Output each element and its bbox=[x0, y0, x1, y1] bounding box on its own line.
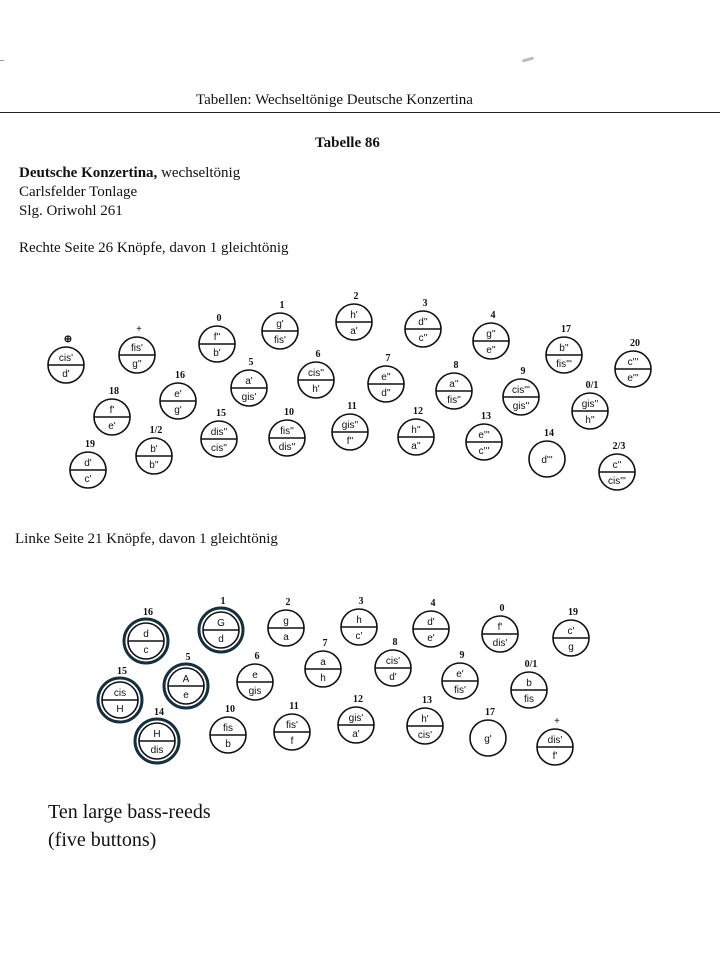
button-push-note: cis'' bbox=[307, 368, 325, 379]
button-push-note: b bbox=[526, 678, 532, 689]
left_side-button-18 bbox=[338, 694, 374, 743]
button-pull-note: d' bbox=[389, 672, 397, 683]
button-number: 8 bbox=[453, 360, 459, 371]
right_side-button-25 bbox=[529, 428, 565, 477]
button-number: 1 bbox=[279, 300, 285, 311]
button-number: 17 bbox=[561, 324, 571, 335]
button-pull-note: h'' bbox=[585, 415, 595, 426]
button-number: 11 bbox=[347, 401, 357, 412]
button-pull-note: e''' bbox=[627, 373, 639, 384]
button-pull-note: cis''' bbox=[608, 476, 626, 487]
button-push-note: a' bbox=[245, 376, 253, 387]
right_side-button-16 bbox=[503, 366, 539, 415]
button-number: 20 bbox=[630, 338, 640, 349]
button-number: 3 bbox=[358, 596, 364, 607]
tuning-line: Carlsfelder Tonlage bbox=[19, 184, 138, 200]
button-number: 4 bbox=[430, 598, 436, 609]
button-number: 7 bbox=[385, 353, 391, 364]
right_side-button-24 bbox=[466, 411, 502, 460]
button-note: d''' bbox=[541, 455, 553, 466]
button-pull-note: fis''' bbox=[556, 359, 572, 370]
right_side-button-19 bbox=[136, 425, 172, 474]
button-push-note: cis' bbox=[58, 353, 74, 364]
button-pull-note: d'' bbox=[381, 388, 391, 399]
collection-line: Slg. Oriwohl 261 bbox=[19, 203, 123, 219]
button-number: 1 bbox=[220, 596, 226, 607]
button-number: 10 bbox=[225, 704, 235, 715]
right_side-button-15 bbox=[436, 360, 472, 409]
left_side-button-9 bbox=[164, 652, 208, 708]
button-push-note: cis bbox=[113, 688, 127, 699]
button-push-note: c' bbox=[567, 626, 575, 637]
button-push-note: f' bbox=[109, 405, 115, 416]
button-pull-note: f'' bbox=[346, 436, 354, 447]
button-pull-note: a' bbox=[350, 326, 358, 337]
right_side-button-5 bbox=[336, 291, 372, 340]
button-pull-note: e' bbox=[427, 633, 435, 644]
right_side-button-2 bbox=[119, 324, 155, 373]
left_side-button-15 bbox=[135, 707, 179, 763]
button-push-note: c''' bbox=[627, 357, 639, 368]
button-pull-note: b bbox=[225, 739, 231, 750]
button-number: 6 bbox=[315, 349, 321, 360]
left_side-button-16 bbox=[210, 704, 246, 753]
button-number: 15 bbox=[117, 666, 127, 677]
button-push-note: e' bbox=[456, 669, 464, 680]
left_side-button-11 bbox=[305, 638, 341, 687]
button-push-note: cis' bbox=[385, 656, 401, 667]
button-push-note: e''' bbox=[478, 430, 490, 441]
button-push-note: H bbox=[153, 729, 161, 740]
button-push-note: G bbox=[217, 618, 225, 629]
left_side-button-21 bbox=[537, 716, 573, 765]
button-pull-note: cis' bbox=[417, 730, 433, 741]
button-push-note: b' bbox=[150, 444, 158, 455]
button-push-note: h' bbox=[350, 310, 358, 321]
instrument-name: Deutsche Konzertina, bbox=[19, 165, 158, 181]
button-push-note: g' bbox=[276, 319, 284, 330]
caption-line-1: Ten large bass-reeds bbox=[48, 801, 211, 823]
button-push-note: fis'' bbox=[280, 426, 294, 437]
right_side-button-12 bbox=[231, 357, 267, 406]
button-push-note: d' bbox=[84, 458, 92, 469]
button-push-note: fis' bbox=[286, 720, 298, 731]
button-number: 6 bbox=[254, 651, 260, 662]
table-number: Tabelle 86 bbox=[315, 135, 380, 151]
right_side-button-9 bbox=[615, 338, 651, 387]
button-number: 0 bbox=[499, 603, 505, 614]
button-pull-note: fis bbox=[524, 694, 534, 705]
button-pull-note: g' bbox=[174, 405, 182, 416]
right_side-button-7 bbox=[473, 310, 509, 359]
button-pull-note: H bbox=[116, 704, 124, 715]
left_side-button-19 bbox=[407, 695, 443, 744]
left_side-button-5 bbox=[413, 598, 449, 647]
button-number: 12 bbox=[353, 694, 363, 705]
button-number: + bbox=[136, 324, 142, 335]
button-push-note: gis'' bbox=[341, 420, 359, 431]
button-push-note: gis'' bbox=[581, 399, 599, 410]
right_side-button-11 bbox=[160, 370, 196, 419]
button-number: 5 bbox=[185, 652, 191, 663]
left_side-button-8 bbox=[98, 666, 142, 722]
right_side-button-26 bbox=[599, 441, 635, 490]
button-push-note: d'' bbox=[418, 317, 428, 328]
button-pull-note: f' bbox=[552, 751, 558, 762]
left_side-button-17 bbox=[274, 701, 310, 750]
button-pull-note: h bbox=[320, 673, 326, 684]
button-push-note: d' bbox=[427, 617, 435, 628]
button-number: 10 bbox=[284, 407, 294, 418]
button-number: 3 bbox=[422, 298, 428, 309]
right_side-button-17 bbox=[572, 380, 608, 429]
right_side-button-23 bbox=[398, 406, 434, 455]
button-pull-note: dis bbox=[150, 745, 164, 756]
button-pull-note: e'' bbox=[486, 345, 496, 356]
left_side-button-2 bbox=[199, 596, 243, 652]
button-pull-note: d' bbox=[62, 369, 70, 380]
left_side-button-13 bbox=[442, 650, 478, 699]
button-push-note: h bbox=[356, 615, 362, 626]
button-number: 14 bbox=[154, 707, 164, 718]
right_side-button-8 bbox=[546, 324, 582, 373]
button-number: 0/1 bbox=[585, 380, 599, 391]
button-pull-note: fis'' bbox=[447, 395, 461, 406]
button-number: + bbox=[554, 716, 560, 727]
button-pull-note: h' bbox=[312, 384, 320, 395]
right_side-button-6 bbox=[405, 298, 441, 347]
button-push-note: cis''' bbox=[512, 385, 530, 396]
left_side-button-14 bbox=[511, 659, 547, 708]
right_side-button-13 bbox=[298, 349, 334, 398]
button-push-note: gis' bbox=[348, 713, 364, 724]
button-pull-note: d bbox=[218, 634, 224, 645]
right_side-button-18 bbox=[70, 439, 106, 488]
button-number: 16 bbox=[175, 370, 185, 381]
button-number: 19 bbox=[568, 607, 578, 618]
button-number: 7 bbox=[322, 638, 328, 649]
button-number: 9 bbox=[520, 366, 526, 377]
button-number: 2 bbox=[285, 597, 291, 608]
button-number: 12 bbox=[413, 406, 423, 417]
button-pull-note: gis'' bbox=[512, 401, 530, 412]
button-pull-note: f bbox=[290, 736, 294, 747]
button-push-note: e bbox=[252, 670, 258, 681]
right_side-button-14 bbox=[368, 353, 404, 402]
button-push-note: d bbox=[143, 629, 149, 640]
button-pull-note: fis' bbox=[454, 685, 466, 696]
running-head: Tabellen: Wechseltönige Deutsche Konzertina bbox=[196, 92, 473, 108]
button-number: 18 bbox=[109, 386, 119, 397]
button-number: 13 bbox=[422, 695, 432, 706]
left_side-button-4 bbox=[341, 596, 377, 645]
left_side-button-1 bbox=[124, 607, 168, 663]
button-number: 15 bbox=[216, 408, 226, 419]
button-pull-note: b'' bbox=[149, 460, 159, 471]
button-push-note: b'' bbox=[559, 343, 569, 354]
button-pull-note: gis' bbox=[241, 392, 257, 403]
button-number: 2/3 bbox=[612, 441, 626, 452]
button-number: 13 bbox=[481, 411, 491, 422]
button-pull-note: a'' bbox=[411, 441, 421, 452]
button-number: 0 bbox=[216, 313, 222, 324]
button-pull-note: c' bbox=[84, 474, 92, 485]
button-number: 8 bbox=[392, 637, 398, 648]
right_side-button-4 bbox=[262, 300, 298, 349]
button-pull-note: c'' bbox=[418, 333, 428, 344]
right_side-button-1 bbox=[48, 334, 84, 383]
button-push-note: h'' bbox=[411, 425, 421, 436]
left_side-button-20 bbox=[470, 707, 506, 756]
button-pull-note: c bbox=[143, 645, 149, 656]
button-pull-note: g'' bbox=[132, 359, 142, 370]
button-number: 2 bbox=[353, 291, 359, 302]
button-pull-note: cis'' bbox=[210, 443, 228, 454]
button-note: g' bbox=[484, 734, 492, 745]
left_side-button-7 bbox=[553, 607, 589, 656]
left_side-button-10 bbox=[237, 651, 273, 700]
button-push-note: fis bbox=[223, 723, 233, 734]
button-number: 19 bbox=[85, 439, 95, 450]
button-push-note: c'' bbox=[612, 460, 622, 471]
instrument-type: wechseltönig bbox=[157, 165, 241, 181]
right-side-heading: Rechte Seite 26 Knöpfe, davon 1 gleichtönig bbox=[19, 240, 289, 256]
caption-line-2: (five buttons) bbox=[48, 829, 157, 851]
right_side-button-21 bbox=[269, 407, 305, 456]
button-number: 11 bbox=[289, 701, 299, 712]
button-pull-note: fis' bbox=[274, 335, 286, 346]
button-pull-note: c''' bbox=[478, 446, 490, 457]
button-pull-note: b' bbox=[213, 348, 221, 359]
button-pull-note: a' bbox=[352, 729, 360, 740]
button-pull-note: a bbox=[283, 632, 289, 643]
button-push-note: f'' bbox=[213, 332, 221, 343]
button-pull-note: dis'' bbox=[278, 442, 296, 453]
button-push-note: h' bbox=[421, 714, 429, 725]
right_side-button-20 bbox=[201, 408, 237, 457]
button-push-note: fis' bbox=[131, 343, 143, 354]
button-number: 1/2 bbox=[149, 425, 163, 436]
button-number: 0/1 bbox=[524, 659, 538, 670]
button-number: 5 bbox=[248, 357, 254, 368]
button-push-note: a bbox=[320, 657, 326, 668]
button-push-note: g'' bbox=[486, 329, 496, 340]
button-pull-note: c' bbox=[355, 631, 363, 642]
left_side-button-6 bbox=[482, 603, 518, 652]
button-number: 4 bbox=[490, 310, 496, 321]
button-push-note: e'' bbox=[381, 372, 391, 383]
button-number: 14 bbox=[544, 428, 554, 439]
button-number: 9 bbox=[459, 650, 465, 661]
left_side-button-12 bbox=[375, 637, 411, 686]
left_side-button-3 bbox=[268, 597, 304, 646]
button-push-note: e' bbox=[174, 389, 182, 400]
right_side-button-22 bbox=[332, 401, 368, 450]
button-pull-note: dis' bbox=[492, 638, 508, 649]
button-push-note: f' bbox=[497, 622, 503, 633]
button-pull-note: e bbox=[183, 690, 189, 701]
right_side-button-10 bbox=[94, 386, 130, 435]
button-pull-note: gis bbox=[248, 686, 262, 697]
button-push-note: A bbox=[182, 674, 190, 685]
button-push-note: dis' bbox=[547, 735, 563, 746]
button-number: 17 bbox=[485, 707, 495, 718]
button-push-note: g bbox=[283, 616, 289, 627]
button-number: 16 bbox=[143, 607, 153, 618]
right_side-button-3 bbox=[199, 313, 235, 362]
button-push-note: dis'' bbox=[210, 427, 228, 438]
left-side-heading: Linke Seite 21 Knöpfe, davon 1 gleichtönig bbox=[15, 531, 278, 547]
button-pull-note: g bbox=[568, 642, 574, 653]
button-number: ⊕ bbox=[63, 334, 73, 345]
button-pull-note: e' bbox=[108, 421, 116, 432]
button-push-note: a'' bbox=[449, 379, 459, 390]
